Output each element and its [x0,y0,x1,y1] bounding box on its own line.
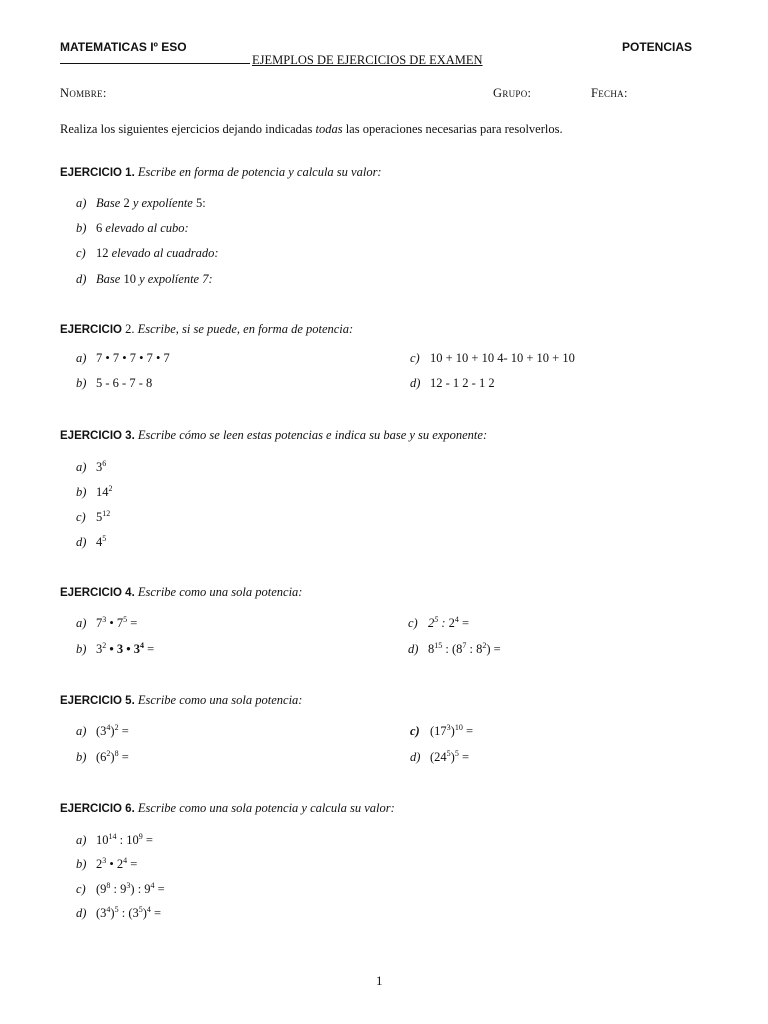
exercise-5-item-a: a) $(3^4)^2$ = [76,722,129,738]
exercise-1-item-c: c) 12 elevado al cuadrado: [76,246,219,260]
field-fecha: Fecha: [591,86,628,100]
exercise-2-item-a: a) 7 • 7 • 7 • 7 • 7 [76,351,170,365]
instructions: Realiza los siguientes ejercicios dejando indicadas todas las operaciones necesarias para resolverlos. [60,122,563,136]
exercise-1-item-d: d) Base 10 y expolíente 7: [76,272,213,286]
exercise-4-item-b: b) $3^2$ • 3 • $3^4$ = [76,640,155,656]
underline-rule [60,54,250,64]
exercise-6-heading: EJERCICIO 6. Escribe como una sola potencia y calcula su valor: [60,801,395,815]
exercise-1-heading: EJERCICIO 1. Escribe en forma de potencia y calcula su valor: [60,165,382,179]
exercise-1-item-b: b) 6 elevado al cubo: [76,221,189,235]
exercise-2-item-b: b) 5 - 6 - 7 - 8 [76,376,153,390]
exercise-6-item-a: a) $10^{14}$ : $10^9$ = [76,831,153,847]
exercise-4-item-c: c) $2^5$ : $2^4$ = [408,614,470,630]
exercise-2-item-c: c) 10 + 10 + 10 4- 10 + 10 + 10 [410,351,575,365]
exercise-3-item-c: c) $5^{12}$ [76,508,111,524]
subtitle: EJEMPLOS DE EJERCICIOS DE EXAMEN [252,53,483,67]
exercise-1-item-a: a) Base 2 y expolíente 5: [76,196,206,210]
exercise-5-item-b: b) $(6^2)^8$ = [76,748,129,764]
exercise-5-item-d: d) $(24^5)^5$ = [410,748,470,764]
field-grupo: Grupo: [493,86,532,100]
exercise-2-item-d: d) 12 - 1 2 - 1 2 [410,376,495,390]
exercise-3-item-a: a) $3^6$ [76,458,107,474]
exercise-4-item-a: a) $7^3$ • $7^5$ = [76,614,138,630]
page-number: 1 [376,973,383,988]
exercise-4-item-d: d) $8^{15}$ : ($8^7$ : $8^2$) = [408,640,501,656]
exercise-6-item-b: b) $2^3$ • $2^4$ = [76,855,138,871]
exercise-6-item-c: c) ($9^8$ : $9^3$) : $9^4$ = [76,880,165,896]
exercise-3-item-d: d) $4^5$ [76,533,107,549]
exercise-3-heading: EJERCICIO 3. Escribe cómo se leen estas potencias e indica su base y su exponente: [60,428,488,442]
exercise-3-item-b: b) $14^2$ [76,483,113,499]
exercise-4-heading: EJERCICIO 4. Escribe como una sola potencia: [60,585,303,599]
topic-title: POTENCIAS [622,40,693,54]
exercise-6-item-d: d) $(3^4)^5$ : $(3^5)^4$ = [76,904,162,920]
exercise-2-heading: EJERCICIO 2. Escribe, si se puede, en forma de potencia: [60,322,354,336]
course-title: MATEMATICAS Iº ESO [60,40,187,54]
exercise-5-item-c: c) $(17^3)^{10}$ = [410,722,474,738]
exercise-5-heading: EJERCICIO 5. Escribe como una sola potencia: [60,693,303,707]
subtitle-line [60,53,483,68]
field-nombre: Nombre: [60,86,107,100]
